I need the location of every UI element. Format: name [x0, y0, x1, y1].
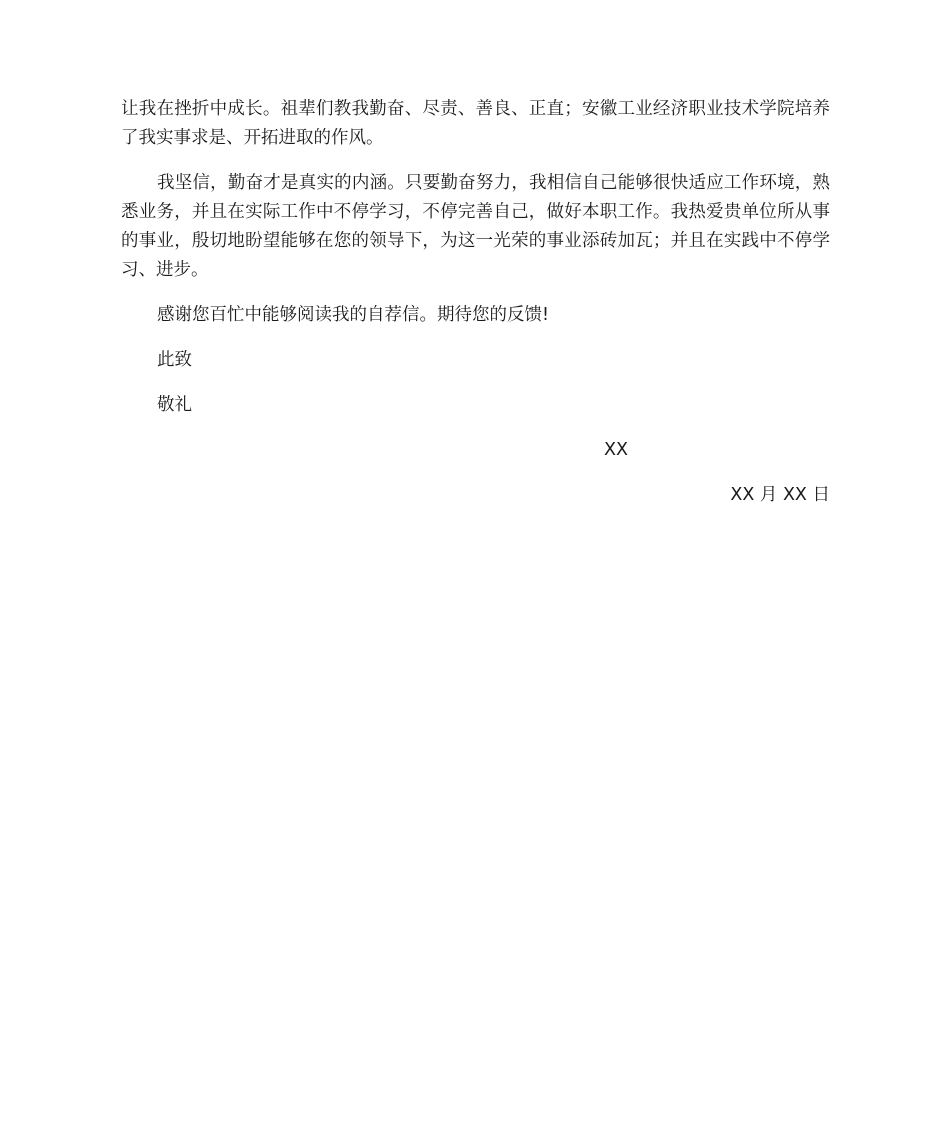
closing-salutation: 此致	[157, 350, 192, 370]
paragraph-thanks: 感谢您百忙中能够阅读我的自荐信。期待您的反馈!	[157, 305, 550, 325]
letter-body	[121, 95, 830, 510]
paragraph-belief: 我坚信，勤奋才是真实的内涵。只要勤奋努力，我相信自己能够很快适应工作环境，熟悉业务，并且在实际工作中不停学习，不停完善自己，做好本职工作。我热爱贵单位所从事的事业，殷切地盼望能够在您的领导下，为这一光荣的事业添砖加瓦；并且在实践中不停学习、进步。	[121, 173, 830, 280]
signature-name: XX	[604, 440, 628, 460]
paragraph-continuation: 让我在挫折中成长。祖辈们教我勤奋、尽责、善良、正直；安徽工业经济职业技术学院培养了我实事求是、开拓进取的作风。	[121, 99, 830, 148]
signature-date: XX 月 XX 日	[730, 485, 830, 505]
closing-regards: 敬礼	[157, 395, 192, 415]
